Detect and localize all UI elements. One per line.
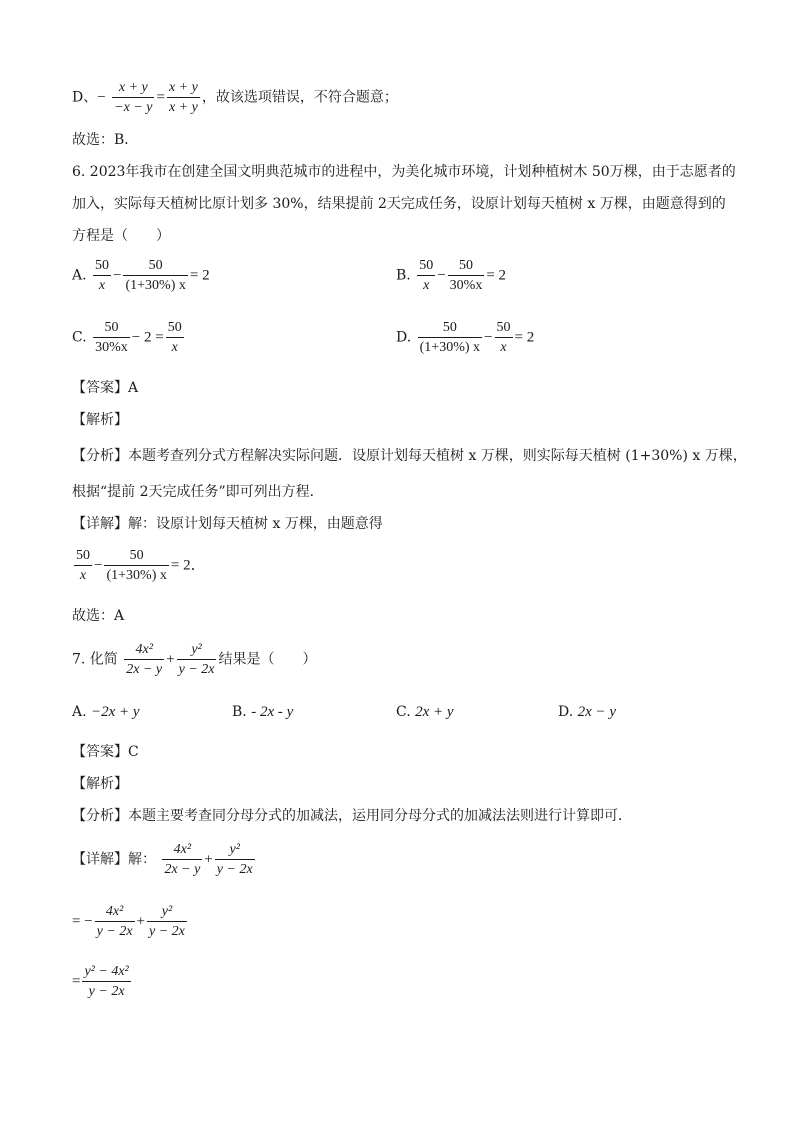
option-d-label: D、 [72, 89, 98, 106]
q7-fenxi: 【分析】本题主要考查同分母分式的加减法，运用同分母分式的加减法法则进行计算即可． [72, 808, 632, 824]
q7-option-c[interactable]: C. 2x + y [396, 704, 454, 720]
q6-option-c[interactable]: C. $\frac{50}{30\%x}$ − 2 = $\frac{50}{x}$ [72, 320, 182, 355]
q7-step-1: 【详解】解： $\frac{\text{4x²}}{2x - y}$ + $\frac{\text{y²}}{y - 2x}$ [72, 842, 253, 877]
q6-line-2: 加入，实际每天植树比原计划多 30%，结果提前 2天完成任务，设原计划每天植树 x 万棵，由题意得到的 [72, 196, 726, 212]
q6-choose: 故选：A [72, 608, 125, 624]
q7-analysis: 【解析】 [72, 776, 128, 792]
q6-fenxi-2: 根据“提前 2天完成任务”即可列出方程． [72, 484, 324, 500]
q7-answer: 【答案】C [72, 744, 139, 760]
q7-step-3: = $\frac{\text{y² − 4x²}}{y - 2x}$ [72, 964, 129, 999]
fraction: $\frac{x + y}{-x - y}$ [114, 80, 153, 115]
q6-fenxi-1: 【分析】本题考查列分式方程解决实际问题．设原计划每天植树 x 万棵，则实际每天植树 (1+30%) x 万棵， [72, 448, 747, 464]
q6-option-b[interactable]: B. $\frac{50}{x}$ − $\frac{50}{30\%x}$ = 2 [396, 258, 507, 293]
q6-equation: $\frac{50}{x}$ − $\frac{50}{(1+30\%) x}$ = 2． [76, 548, 206, 583]
q7-step-2: = − $\frac{\text{4x²}}{y - 2x}$ + $\frac{\text{y²}}{y - 2x}$ [72, 904, 185, 939]
q6-option-d[interactable]: D. $\frac{50}{(1+30\%) x}$ − $\frac{50}{x}$ = 2 [396, 320, 535, 355]
fraction: $\frac{x + y}{x + y}$ [168, 80, 198, 115]
q6-option-a[interactable]: A. $\frac{50}{x}$ − $\frac{50}{(1+30\%) x}$ = 2 [72, 258, 210, 293]
choose-line: 故选：B． [72, 132, 139, 148]
q7-option-a[interactable]: A. −2x + y [72, 704, 140, 720]
option-d-line: D、− $\frac{x + y}{-x - y}$ = $\frac{x + y}{x + y}$ ，故该选项错误，不符合题意； [72, 80, 398, 115]
q6-line-3: 方程是（ ） [72, 228, 170, 244]
q6-xiangjie: 【详解】解：设原计划每天植树 x 万棵，由题意得 [72, 516, 383, 532]
q6-analysis: 【解析】 [72, 412, 128, 428]
q6-answer: 【答案】A [72, 380, 139, 396]
q7-option-b[interactable]: B. - 2x - y [232, 704, 294, 720]
q7-stem: 7. 化简 $\frac{\text{4x²}}{2x - y}$ + $\frac{\text{y²}}{y - 2x}$ 结果是（ ） [72, 642, 317, 677]
q6-line-1: 6. 2023年我市在创建全国文明典范城市的进程中，为美化城市环境，计划种植树木 50万棵，由于志愿者的 [72, 164, 736, 180]
q7-option-d[interactable]: D. 2x − y [558, 704, 617, 720]
